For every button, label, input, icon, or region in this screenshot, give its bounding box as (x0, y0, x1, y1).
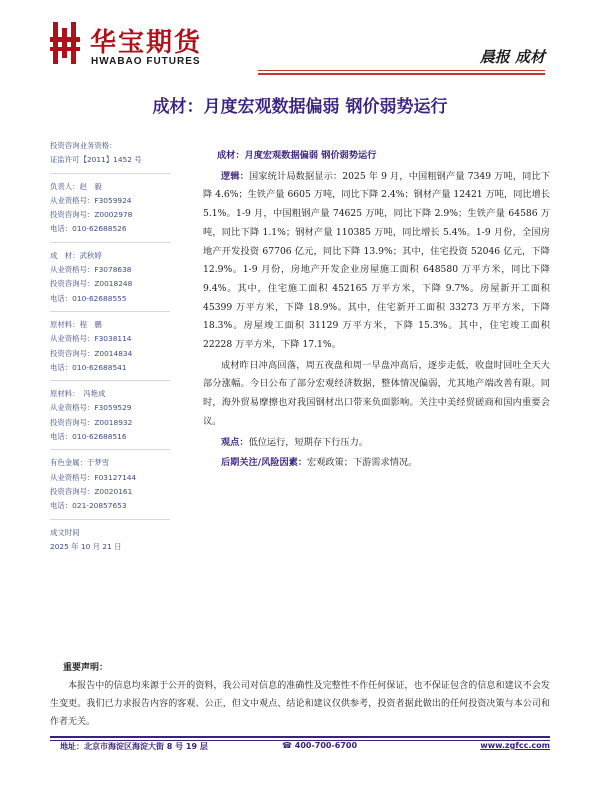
sidebar-divider (50, 311, 170, 312)
page-title: 成材：月度宏观数据偏弱 钢价弱势运行 (152, 97, 448, 117)
logo-chinese-name: 华宝期货 (90, 28, 203, 58)
analyst-consult: 投资咨询号：Z0002978 (50, 210, 133, 220)
view-text: 低位运行，短期存下行压力。 (248, 436, 368, 448)
footer-phone-number: 400-700-6700 (294, 741, 358, 750)
section-heading: 成材：月度宏观数据偏弱 钢价弱势运行 (217, 150, 377, 161)
analyst-name: 有色金属：于梦雪 (50, 458, 110, 468)
logic-paragraph (203, 168, 550, 355)
header-rule (258, 70, 545, 71)
analyst-name: 负责人：赵 毅 (50, 181, 102, 191)
logic-label: 逻辑： (221, 170, 249, 182)
analyst-cert: 从业资格号：F3078638 (50, 265, 132, 275)
phone-icon: ☎ (282, 741, 295, 750)
license-number: 证监许可【2011】1452 号 (50, 155, 142, 165)
report-body (203, 147, 550, 473)
report-type-label: 晨报 成材 (479, 48, 545, 66)
view-label: 观点： (221, 436, 249, 448)
date-label: 成文时间 (50, 527, 80, 537)
analyst-name: 原材料： 冯艳成 (50, 389, 106, 399)
analyst-phone: 电话：010-62688541 (50, 362, 127, 372)
market-paragraph: 成材昨日冲高回落，周五夜盘和周一早盘冲高后，逐步走低，收盘时回吐全天大部分涨幅。今日公布了部分宏观经济数据，整体情况偏弱，尤其地产端改善有限。同时，海外贸易摩擦也对我国钢材出口带来负面影响。关注中美经贸磋商和国内重要会议。 (203, 359, 550, 427)
risk-paragraph (203, 454, 550, 473)
disclaimer-title: 重要声明： (63, 663, 109, 673)
analyst-phone: 电话：010-62688516 (50, 432, 127, 442)
sidebar-divider (50, 449, 170, 450)
risk-label: 后期关注/风险因素： (221, 457, 308, 469)
analyst-phone: 电话：010-62688555 (50, 293, 127, 303)
sidebar-divider (50, 519, 170, 520)
analyst-consult: 投资咨询号：Z0020161 (50, 486, 133, 496)
view-paragraph (203, 434, 550, 453)
analyst-sidebar (50, 139, 210, 554)
footer-address: 地址：北京市海淀区海淀大街 8 号 19 层 (60, 742, 208, 751)
disclaimer (50, 659, 550, 731)
footer-website-link[interactable]: www.zgfcc.com (480, 741, 550, 750)
header-rule-thick (258, 73, 545, 75)
footer-rule (50, 736, 550, 738)
analyst-block (50, 387, 210, 444)
analyst-block (50, 318, 210, 375)
analyst-consult: 投资咨询号：Z0014834 (50, 348, 133, 358)
sidebar-divider (50, 380, 170, 381)
analyst-phone: 电话：010-62688526 (50, 224, 127, 234)
analyst-cert: 从业资格号：F03127144 (50, 472, 137, 482)
risk-text: 宏观政策；下游需求情况。 (307, 457, 418, 469)
analyst-consult: 投资咨询号：Z0018932 (50, 417, 133, 427)
logic-text: 国家统计局数据显示：2025 年 9 月，中国粗钢产量 7349 万吨，同比下降 4.6%；生铁产量 6605 万吨，同比下降 2.4%；钢材产量 12421 万吨，同比增长 5.1%。1-9 月，中国粗钢产量 74625 万吨，同比下降 2.9%；生铁产量 64586 万吨，同比下降 1.1%；钢材产量 110385 万吨，同比增长 5.4%。1-9 月份，全国房地产开发投资 67706 亿元，同比下降 13.9%；其中，住宅投资 52046 亿元，下降 12.9%。1-9 月份，房地产开发企业房屋施工面积 648580 万平方米，同比下降 9.4%。其中，住宅施工面积 452165 万平方米，下降 9.7%。房屋新开工面积 45399 万平方米，下降 18.9%。其中，住宅新开工面积 33273 万平方米，下降 18.3%。房屋竣工面积 31129 万平方米，下降 15.3%。其中，住宅竣工面积 22228 万平方米，下降 17.1%。 (203, 170, 551, 351)
report-date: 2025 年 10 月 21 日 (50, 541, 122, 551)
analyst-block (50, 456, 210, 513)
logo-english-name: HWABAO FUTURES (91, 56, 201, 67)
license-label: 投资咨询业务资格： (50, 141, 117, 150)
analyst-name: 成 材：武秋婷 (50, 250, 102, 260)
footer-phone (282, 741, 357, 750)
analyst-consult: 投资咨询号：Z0018248 (50, 279, 133, 289)
analyst-name: 原材料：程 鹏 (50, 319, 102, 329)
sidebar-divider (50, 242, 170, 243)
analyst-block (50, 180, 210, 237)
hwabao-logo-icon (50, 20, 80, 66)
analyst-block (50, 249, 210, 306)
analyst-cert: 从业资格号：F3059529 (50, 403, 132, 413)
sidebar-divider (50, 173, 170, 174)
analyst-cert: 从业资格号：F3059924 (50, 195, 132, 205)
analyst-phone: 电话：021-20857653 (50, 501, 127, 511)
analyst-cert: 从业资格号：F3038114 (50, 334, 132, 344)
disclaimer-text: 本报告中的信息均来源于公开的资料，我公司对信息的准确性及完整性不作任何保证，也不保证包含的信息和建议不会发生变更。我们已力求报告内容的客观、公正，但文中观点、结论和建议仅供参考，投资者据此做出的任何投资决策与本公司和作者无关。 (50, 681, 550, 727)
